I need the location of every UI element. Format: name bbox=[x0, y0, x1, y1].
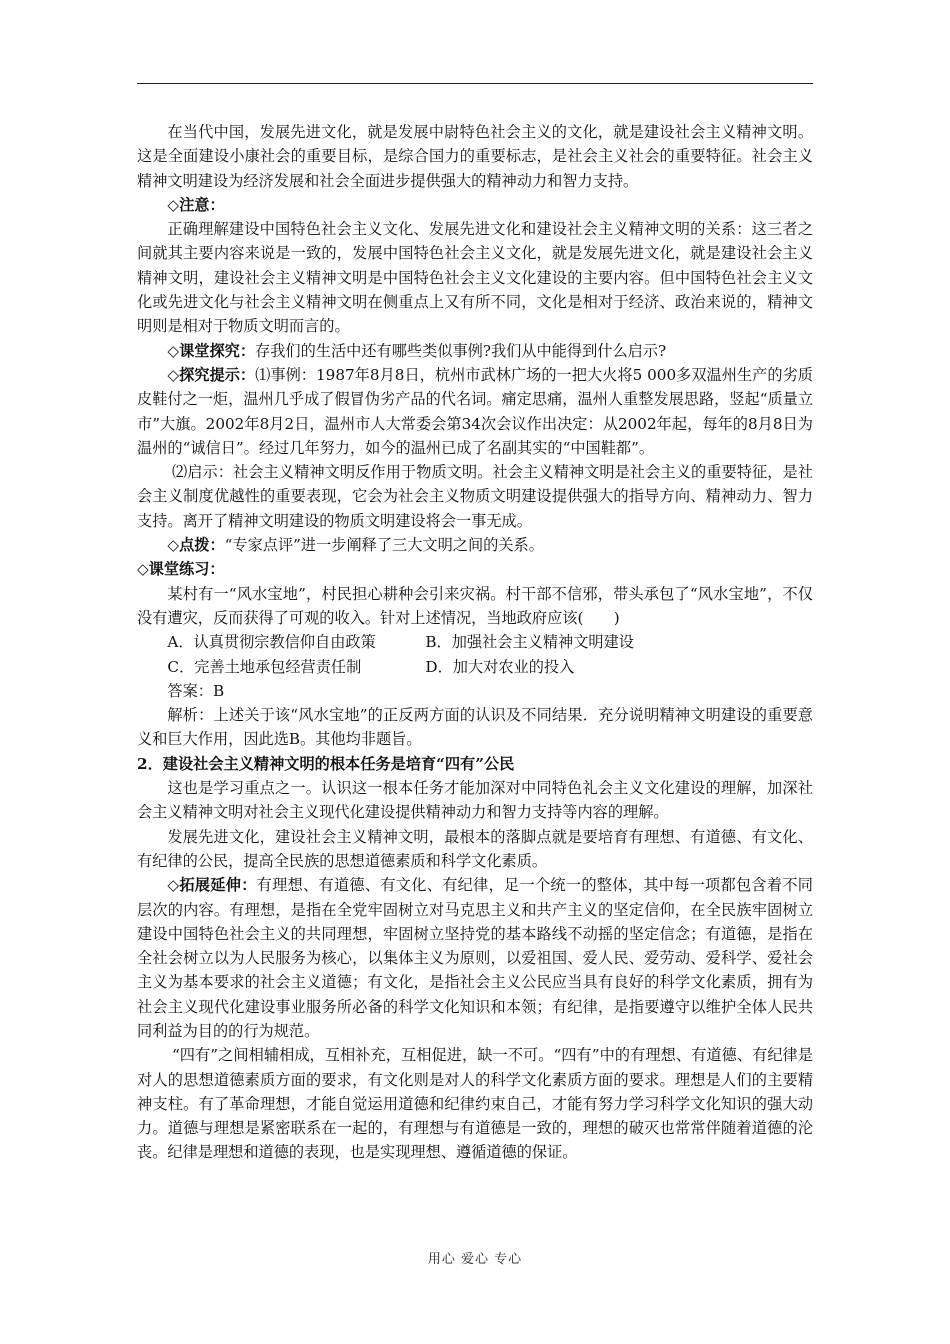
explore-text: 存我们的生活中还有哪些类似事例?我们从中能得到什么启示? bbox=[255, 341, 667, 360]
options-row-2 bbox=[137, 655, 813, 679]
practice-heading bbox=[137, 557, 813, 581]
extend-paragraph bbox=[137, 873, 813, 1043]
header-rule bbox=[137, 83, 813, 84]
option-d: D．加大对农业的投入 bbox=[425, 657, 575, 676]
paragraph-advanced-culture: 在当代中国，发展先进文化，就是发展中尉特色社会主义的文化，就是建设社会主义精神文明。这是全面建设小康社会的重要目标，是综合国力的重要标志，是社会主义社会的重要特征。社会主义精神文明建设为经济发展和社会全面进步提供强大的精神动力和智力支持。 bbox=[137, 123, 813, 190]
note-label bbox=[137, 193, 813, 217]
extend-text: 有理想、有道德、有文化、有纪律，足一个统一的整体，其中每一项都包含着不同层次的内容。有理想，是指在全党牢固树立对马克思主义和共产主义的坚定信仰，在全民族牢固树立建设中国特色社会主义的共同理想，牢固树立坚持党的基本路线不动摇的坚定信念；有道德，是指在全社会树立以为人民服务为核心，以集体主义为原则，以爱祖国、爱人民、爱劳动、爱科学、爱社会主义为基本要求的社会主义道德；有文化，是指社会主义公民应当具有良好的科学文化素质，拥有为社会主义现代化建设事业服务所必备的科学文化知识和本领；有纪律，是指要遵守以维护全体人民共同利益为目的的行为规范。 bbox=[137, 876, 813, 1040]
option-c: C．完善土地承包经营责任制 bbox=[167, 657, 362, 676]
document-body bbox=[137, 120, 813, 1165]
explore-paragraph bbox=[137, 339, 813, 363]
extend-label: ◇拓展延伸： bbox=[167, 876, 257, 895]
hint-label: ◇探究提示： bbox=[167, 365, 256, 384]
develop-paragraph: 发展先进文化，建设社会主义精神文明，最根本的落脚点就是要培育有理想、有道德、有文化、有纪律的公民，提高全民族的思想道德素质和科学文化素质。 bbox=[137, 827, 813, 870]
explore-label: ◇课堂探究： bbox=[167, 341, 256, 360]
options-row-1 bbox=[137, 630, 813, 654]
four-haves-paragraph: “四有”之间相辅相成，互相补充，互相促进，缺一不可。“四有”中的有理想、有道德、有纪律是对人的思想道德素质方面的要求，有文化则是对人的科学文化素质方面的要求。理想是人们的主要精神支柱。有了革命理想，才能自觉运用道德和纪律约束自己，才能有努力学习科学文化知识的强大动力。道德与理想是紧密联系在一起的，有理想与有道德是一致的，理想的破灭也常常伴随着道德的沦丧。纪律是理想和道德的表现，也是实现理想、遵循道德的保证。 bbox=[137, 1046, 813, 1162]
hint-paragraph bbox=[137, 363, 813, 460]
note-label-text: ◇注意： bbox=[167, 195, 225, 214]
point-text: “专家点评”进一步阐释了三大文明之间的关系。 bbox=[224, 536, 544, 555]
inspire-paragraph: ⑵启示：社会主义精神文明反作用于物质文明。社会主义精神文明是社会主义的重要特征，是社会主义制度优越性的重要表现，它会为社会主义物质文明建设提供强大的指导方向、精神动力、智力支持。离开了精神文明建设的物质文明建设将会一事无成。 bbox=[137, 463, 813, 530]
section-heading-2: 2．建设社会主义精神文明的根本任务是培育“四有”公民 bbox=[137, 754, 515, 773]
question-paragraph: 某村有一“风水宝地”，村民担心耕种会引来灾祸。村干部不信邪，带头承包了“风水宝地”，不仅没有遭灾，反而获得了可观的收入。针对上述情况，当地政府应该( ) bbox=[137, 584, 813, 627]
key-point-paragraph: 这也是学习重点之一。认识这一根本任务才能加深对中同特色礼会主义文化建设的理解，加深社会主义精神文明对社会主义现代化建设提供精神动力和智力支持等内容的理解。 bbox=[137, 779, 813, 822]
analysis-paragraph: 解析：上述关于该“风水宝地”的正反两方面的认识及不同结果．充分说明精神文明建设的重要意义和巨大作用，因此选B。其他均非题旨。 bbox=[137, 706, 813, 749]
page-footer: 用心 爱心 专心 bbox=[427, 1252, 523, 1267]
option-b: B．加强社会主义精神文明建设 bbox=[425, 633, 634, 652]
option-a: A．认真贯彻宗教信仰自由政策 bbox=[167, 633, 376, 652]
practice-label: ◇课堂练习： bbox=[137, 560, 225, 579]
hint-text: ⑴事例：1987年8月8日，杭州市武林广场的一把大火将5 000多双温州生产的劣质皮鞋付之一炬，温州几乎成了假冒伪劣产品的代名词。痛定思痛，温州人重整发展思路，竖起“质量立市”大旗。2002年8月2日，温州市人大常委会第34次会议作出决定：从2002年起，每年的8月8日为温州的“诚信日”。经过几年努力，如今的温州已成了名副其实的“中国鞋都”。 bbox=[137, 365, 814, 457]
answer-line: 答案：B bbox=[167, 681, 225, 700]
note-paragraph: 正确理解建设中国特色社会主义文化、发展先进文化和建设社会主义精神文明的关系：这三者之间就其主要内容来说是一致的，发展中国特色社会主义文化，就是发展先进文化，就是建设社会主义精神文明，建设社会主义精神文明是中国特色社会主义文化建设的主要内容。但中国特色社会主义文化或先进文化与社会主义精神文明在侧重点上又有所不同，文化是相对于经济、政治来说的，精神文明则是相对于物质文明而言的。 bbox=[137, 220, 813, 336]
point-paragraph bbox=[137, 533, 813, 557]
point-label: ◇点拨： bbox=[167, 536, 225, 555]
